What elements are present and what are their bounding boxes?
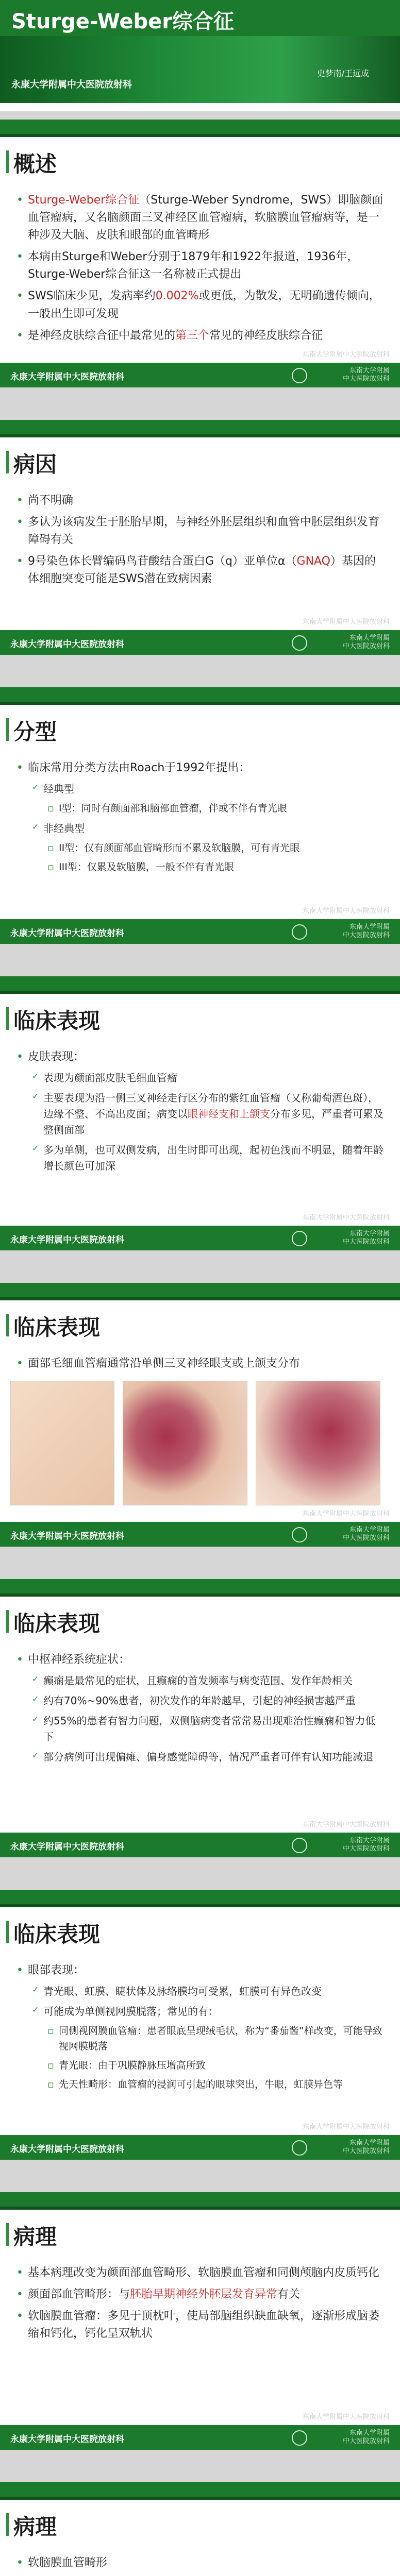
bullet-item: • 临床常用分类方法由Roach于1992年提出： bbox=[15, 759, 385, 777]
slide-gap bbox=[0, 944, 400, 976]
slide-title: 病因 bbox=[13, 452, 57, 477]
bullet-item: ✓ 多为单侧，也可双侧发病，出生时即可出现，起初色浅而不明显，随着年龄增长颜色可加深 bbox=[15, 1142, 385, 1174]
slide-title: 临床表现 bbox=[13, 1922, 101, 1947]
slide-top-bar bbox=[0, 1890, 400, 1907]
slide-top-bar bbox=[0, 2482, 400, 2500]
watermark-text: 东南大学附属中大医院放射科 bbox=[302, 351, 390, 359]
slide-4 bbox=[0, 976, 400, 1250]
bullet-list bbox=[15, 1962, 385, 2097]
watermark-text: 东南大学附属中大医院放射科 bbox=[302, 1214, 390, 1222]
highlight-text: GNAQ bbox=[296, 555, 330, 568]
watermark-text: 东南大学附属中大医院放射科 bbox=[302, 1821, 390, 1828]
slide-8 bbox=[0, 2192, 400, 2450]
footer-unit: 永康大学附属中大医院放射科 bbox=[10, 928, 124, 939]
highlight-text: Sturge-Weber综合征 bbox=[28, 194, 140, 207]
bullet-item: ✓ 非经典型 bbox=[15, 821, 385, 837]
footer-unit: 永康大学附属中大医院放射科 bbox=[10, 372, 124, 382]
cover-author: 史梦南/王远成 bbox=[316, 69, 369, 78]
bullet-item: ✓ 主要表现为沿一侧三叉神经走行区分布的紫红血管瘤（又称葡萄酒色斑），边缘不整、不高出皮面；病变以眼神经支和上颌支分布多见，严重者可累及整侧面部 bbox=[15, 1090, 385, 1138]
footer-right-line-2: 中大医院放射科 bbox=[342, 1845, 390, 1853]
bullet-item: • 多认为该病发生于胚胎早期，与神经外胚层组织和血管中胚层组织发育障碍有关 bbox=[15, 514, 385, 549]
watermark-text: 东南大学附属中大医院放射科 bbox=[302, 2123, 390, 2131]
footer-right-line-2: 中大医院放射科 bbox=[342, 642, 390, 650]
patient-photo-2 bbox=[256, 1381, 380, 1505]
trigeminal-diagram-image bbox=[10, 1381, 114, 1505]
footer-right-line-2: 中大医院放射科 bbox=[342, 1238, 390, 1246]
bullet-list bbox=[15, 1355, 385, 1377]
slide-title: 临床表现 bbox=[13, 1315, 101, 1340]
footer-unit: 永康大学附属中大医院放射科 bbox=[10, 1842, 124, 1852]
bullet-item: ✓ 部分病例可出现偏瘫、偏身感觉障碍等，情况严重者可伴有认知功能减退 bbox=[15, 1749, 385, 1765]
slide-top-bar bbox=[0, 976, 400, 994]
footer-unit: 永康大学附属中大医院放射科 bbox=[10, 1235, 124, 1245]
slide-5 bbox=[0, 1283, 400, 1547]
cover-slide bbox=[0, 0, 400, 111]
bullet-item: ▫ 先天性畸形：血管瘤的浸润可引起的眼球突出，牛眼，虹膜异色等 bbox=[15, 2077, 385, 2092]
bullet-item: • 颜面部血管畸形：与胚胎早期神经外胚层发育异常有关 bbox=[15, 2286, 385, 2303]
slide-2 bbox=[0, 420, 400, 655]
footer-right-line-1: 东南大学附属 bbox=[349, 634, 390, 642]
slide-footer bbox=[0, 2135, 400, 2160]
bullet-item: • 软脑膜血管畸形 bbox=[15, 2554, 385, 2572]
footer-right-line-2: 中大医院放射科 bbox=[342, 2147, 390, 2155]
bullet-item: ✓ 可能成为单侧视网膜脱落；常见的有： bbox=[15, 2004, 385, 2020]
footer-right-text bbox=[343, 1837, 390, 1853]
watermark-text: 东南大学附属中大医院放射科 bbox=[302, 618, 390, 626]
bullet-item: ✓ 约有70%~90%患者，初次发作的年龄越早，引起的神经损害越严重 bbox=[15, 1693, 385, 1709]
slide-6 bbox=[0, 1579, 400, 1857]
highlight-text: 眼神经支和上颌支 bbox=[188, 1108, 270, 1121]
slide-3 bbox=[0, 687, 400, 944]
cover-title-band bbox=[0, 0, 400, 36]
footer-right-line-1: 东南大学附属 bbox=[349, 2139, 390, 2147]
bullet-item: ▫ I型：同时有颜面部和脑部血管瘤，伴或不伴有青光眼 bbox=[15, 801, 385, 816]
slide-footer bbox=[0, 363, 400, 387]
highlight-text: 胚胎早期神经外胚层发育异常 bbox=[130, 2288, 278, 2301]
highlight-text: 第三个 bbox=[175, 329, 210, 342]
slide-1 bbox=[0, 120, 400, 387]
bullet-item: • 尚不明确 bbox=[15, 492, 385, 510]
bullet-item: • 基本病理改变为颜面部血管畸形、软脑膜血管瘤和同侧颅脑内皮质钙化 bbox=[15, 2264, 385, 2282]
slide-top-bar bbox=[0, 1579, 400, 1597]
bullet-list bbox=[15, 2264, 385, 2347]
footer-right-text bbox=[343, 634, 390, 651]
bullet-item: ▫ 同侧视网膜血管瘤：患者眼底呈现绒毛状，称为“番茄酱”样改变，可能导致视网膜脱落 bbox=[15, 2024, 385, 2054]
title-accent-rule bbox=[6, 150, 9, 173]
footer-right-text bbox=[343, 923, 390, 940]
footer-right-line-2: 中大医院放射科 bbox=[342, 1534, 390, 1542]
slide-gap bbox=[0, 1547, 400, 1579]
slide-title: 病理 bbox=[13, 2514, 57, 2539]
bullet-item: ▫ II型：仅有颜面部血管畸形而不累及软脑膜，可有青光眼 bbox=[15, 841, 385, 856]
footer-right-text bbox=[343, 2139, 390, 2156]
slide-title: 临床表现 bbox=[13, 1008, 101, 1033]
bullet-item: ✓ 青光眼、虹膜、睫状体及脉络膜均可受累，虹膜可有异色改变 bbox=[15, 1984, 385, 1999]
footer-right-text bbox=[343, 367, 390, 383]
slide-top-bar bbox=[0, 420, 400, 437]
slide-footer bbox=[0, 630, 400, 655]
footer-right-line-2: 中大医院放射科 bbox=[342, 931, 390, 939]
bullet-item: • 9号染色体长臂编码鸟苷酸结合蛋白G（q）亚单位α（GNAQ）基因的体细胞突变可能是SWS潜在致病因素 bbox=[15, 553, 385, 588]
slide-footer bbox=[0, 1833, 400, 1857]
bullet-list bbox=[15, 492, 385, 592]
bullet-list bbox=[15, 1651, 385, 1769]
footer-unit: 永康大学附属中大医院放射科 bbox=[10, 639, 124, 650]
bullet-item: • Sturge-Weber综合征（Sturge-Weber Syndrome，SWS）即脑颜面血管瘤病，又名脑颜面三叉神经区血管瘤病，软脑膜血管瘤病等，是一种涉及大脑、皮肤和眼部的血管畸形 bbox=[15, 192, 385, 244]
bullet-item: • 中枢神经系统症状： bbox=[15, 1651, 385, 1669]
hospital-logo-icon bbox=[292, 1231, 307, 1246]
bullet-list bbox=[15, 759, 385, 879]
bullet-item: • 本病由Sturge和Weber分别于1879年和1922年报道，1936年，Sturge-Weber综合征这一名称被正式提出 bbox=[15, 248, 385, 283]
slide-top-bar bbox=[0, 2192, 400, 2210]
bullet-item: • 是神经皮肤综合征中最常见的第三个常见的神经皮肤综合征 bbox=[15, 327, 385, 345]
slide-top-bar bbox=[0, 1283, 400, 1300]
slide-footer bbox=[0, 1226, 400, 1250]
slide-gap bbox=[0, 2160, 400, 2192]
bullet-list bbox=[15, 1048, 385, 1178]
footer-unit: 永康大学附属中大医院放射科 bbox=[10, 2144, 124, 2155]
title-accent-rule bbox=[6, 451, 9, 473]
footer-unit: 永康大学附属中大医院放射科 bbox=[10, 2434, 124, 2445]
bullet-item: ✓ 经典型 bbox=[15, 781, 385, 797]
footer-right-text bbox=[343, 2429, 390, 2446]
slide-top-bar bbox=[0, 687, 400, 705]
cover-unit: 永康大学附属中大医院放射科 bbox=[11, 79, 132, 90]
title-accent-rule bbox=[6, 2223, 9, 2246]
slide-footer bbox=[0, 1522, 400, 1547]
slide-7 bbox=[0, 1890, 400, 2160]
hospital-logo-icon bbox=[292, 1838, 307, 1853]
watermark-text: 东南大学附属中大医院放射科 bbox=[302, 1510, 390, 1518]
bullet-item: • 眼部表现： bbox=[15, 1962, 385, 1979]
footer-right-line-1: 东南大学附属 bbox=[349, 1230, 390, 1238]
slide-9 bbox=[0, 2482, 400, 2576]
slide-gap bbox=[0, 111, 400, 120]
bullet-item: • 软脑膜血管瘤：多见于顶枕叶，使局部脑组织缺血缺氧，逐渐形成脑萎缩和钙化，钙化呈双轨状 bbox=[15, 2308, 385, 2343]
slide-gap bbox=[0, 1857, 400, 1890]
watermark-text: 东南大学附属中大医院放射科 bbox=[302, 907, 390, 915]
hospital-logo-icon bbox=[292, 924, 307, 940]
footer-right-line-2: 中大医院放射科 bbox=[342, 2437, 390, 2445]
slide-container bbox=[0, 120, 400, 2576]
bullet-list bbox=[15, 192, 385, 349]
slide-gap bbox=[0, 655, 400, 687]
hospital-logo-icon bbox=[292, 368, 307, 383]
footer-right-line-1: 东南大学附属 bbox=[349, 367, 390, 375]
bullet-item: ▫ 青光眼：由于巩膜静脉压增高所致 bbox=[15, 2058, 385, 2073]
bullet-item: ✓ 表现为颜面部皮肤毛细血管瘤 bbox=[15, 1070, 385, 1086]
slide-footer bbox=[0, 919, 400, 944]
bullet-item: • 皮肤表现： bbox=[15, 1048, 385, 1066]
title-accent-rule bbox=[6, 1314, 9, 1336]
patient-photo-1 bbox=[123, 1381, 247, 1505]
watermark-text: 东南大学附属中大医院放射科 bbox=[302, 2413, 390, 2421]
title-accent-rule bbox=[6, 2513, 9, 2536]
bullet-item: ✓ 癫痫是最常见的症状，且癫痫的首发频率与病变范围、发作年龄相关 bbox=[15, 1673, 385, 1689]
slide-gap bbox=[0, 387, 400, 420]
slide-title: 分型 bbox=[13, 719, 57, 744]
hospital-logo-icon bbox=[292, 2140, 307, 2156]
footer-unit: 永康大学附属中大医院放射科 bbox=[10, 1531, 124, 1541]
footer-right-line-1: 东南大学附属 bbox=[349, 923, 390, 931]
slide-footer bbox=[0, 2425, 400, 2450]
hospital-logo-icon bbox=[292, 1527, 307, 1543]
footer-right-text bbox=[343, 1230, 390, 1246]
footer-right-line-2: 中大医院放射科 bbox=[342, 375, 390, 383]
footer-right-line-1: 东南大学附属 bbox=[349, 1526, 390, 1534]
bullet-item: • SWS临床少见，发病率约0.002%或更低，为散发，无明确遗传倾向，一般出生即可发现 bbox=[15, 287, 385, 323]
cover-title: Sturge-Weber综合征 bbox=[11, 10, 235, 33]
slide-gap bbox=[0, 1250, 400, 1283]
slide-top-bar bbox=[0, 120, 400, 137]
footer-right-line-1: 东南大学附属 bbox=[349, 1837, 390, 1844]
hospital-logo-icon bbox=[292, 635, 307, 651]
bullet-list bbox=[15, 2554, 385, 2576]
bullet-item: ▫ III型：仅累及软脑膜，一般不伴有青光眼 bbox=[15, 860, 385, 875]
highlight-text: 0.002% bbox=[155, 290, 199, 303]
slide-title: 临床表现 bbox=[13, 1611, 101, 1636]
slide-title: 概述 bbox=[13, 151, 57, 177]
title-accent-rule bbox=[6, 1007, 9, 1030]
title-accent-rule bbox=[6, 1610, 9, 1633]
title-accent-rule bbox=[6, 718, 9, 741]
slide-gap bbox=[0, 2450, 400, 2482]
title-accent-rule bbox=[6, 1921, 9, 1943]
hospital-logo-icon bbox=[292, 2430, 307, 2446]
bullet-item: ✓ 约55%的患者有智力问题，双侧脑病变者常常易出现难治性癫痫和智力低下 bbox=[15, 1713, 385, 1745]
bullet-item: • 面部毛细血管瘤通常沿单侧三叉神经眼支或上颌支分布 bbox=[15, 1355, 385, 1372]
footer-right-line-1: 东南大学附属 bbox=[349, 2429, 390, 2437]
slide-title: 病理 bbox=[13, 2224, 57, 2249]
footer-right-text bbox=[343, 1526, 390, 1543]
